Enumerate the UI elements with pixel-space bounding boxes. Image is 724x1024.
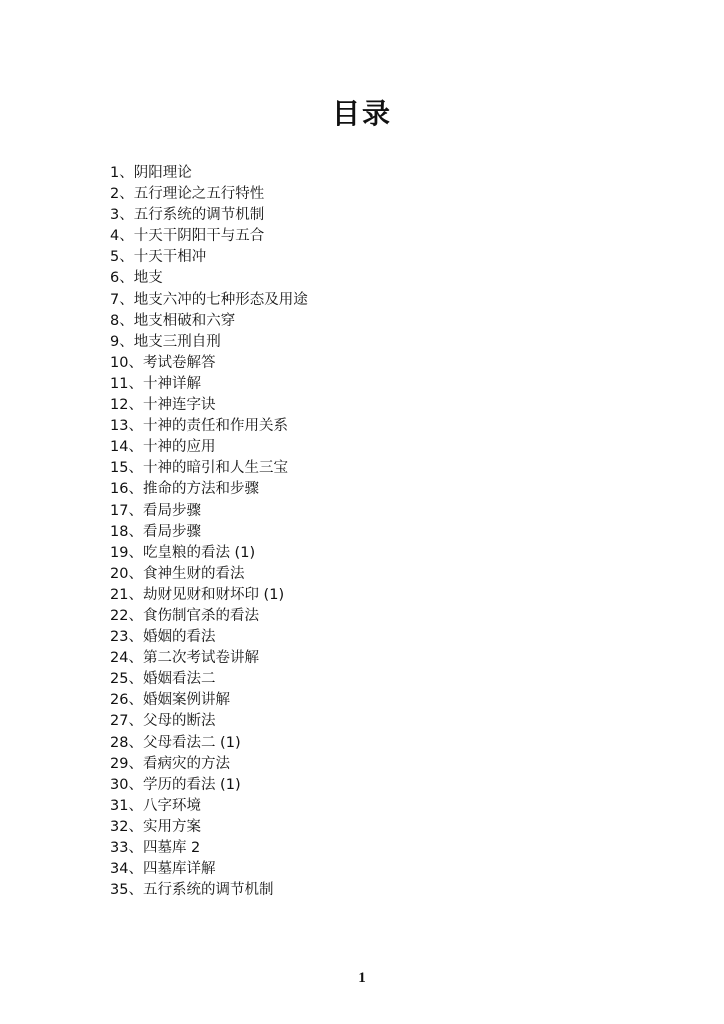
toc-item: 4、十天干阴阳干与五合 — [110, 228, 265, 245]
toc-item: 2、五行理论之五行特性 — [110, 186, 265, 203]
toc-item: 22、食伤制官杀的看法 — [110, 607, 259, 624]
toc-item: 35、五行系统的调节机制 — [110, 882, 274, 899]
toc-item: 24、第二次考试卷讲解 — [110, 650, 259, 667]
toc-item: 26、婚姻案例讲解 — [110, 692, 230, 709]
toc-item: 9、地支三刑自刑 — [110, 333, 221, 350]
toc-item: 3、五行系统的调节机制 — [110, 207, 265, 224]
toc-item: 25、婚姻看法二 — [110, 671, 216, 688]
toc-item: 32、实用方案 — [110, 818, 201, 835]
toc-item: 13、十神的责任和作用关系 — [110, 418, 288, 435]
toc-item: 34、四墓库详解 — [110, 861, 216, 878]
page-title: 目录 — [331, 97, 392, 130]
toc-item: 14、十神的应用 — [110, 439, 216, 456]
toc-item: 29、看病灾的方法 — [110, 755, 230, 772]
toc-item: 27、父母的断法 — [110, 713, 216, 730]
toc-item: 28、父母看法二 (1) — [110, 734, 241, 751]
toc-item: 21、劫财见财和财坏印 (1) — [110, 586, 285, 603]
toc-item: 31、八字环境 — [110, 797, 201, 814]
toc-item: 23、婚姻的看法 — [110, 629, 216, 646]
toc-item: 30、学历的看法 (1) — [110, 776, 241, 793]
toc-item: 20、食神生财的看法 — [110, 565, 245, 582]
toc-item: 15、十神的暗引和人生三宝 — [110, 460, 288, 477]
toc-item: 16、推命的方法和步骤 — [110, 481, 259, 498]
toc-item: 1、阴阳理论 — [110, 165, 192, 181]
page-number: 1 — [358, 970, 366, 986]
toc-item: 11、十神详解 — [110, 375, 201, 392]
toc-item: 6、地支 — [110, 270, 163, 287]
toc-item: 19、吃皇粮的看法 (1) — [110, 544, 256, 561]
toc-item: 7、地支六冲的七种形态及用途 — [110, 291, 308, 308]
toc-item: 5、十天干相冲 — [110, 249, 207, 266]
toc-item: 10、考试卷解答 — [110, 354, 216, 371]
toc-item: 12、十神连字诀 — [110, 397, 216, 414]
toc-item: 18、看局步骤 — [110, 523, 201, 540]
table-of-contents — [110, 163, 308, 901]
toc-item: 33、四墓库 2 — [110, 840, 201, 856]
toc-item: 8、地支相破和六穿 — [110, 312, 236, 329]
toc-item: 17、看局步骤 — [110, 502, 201, 519]
